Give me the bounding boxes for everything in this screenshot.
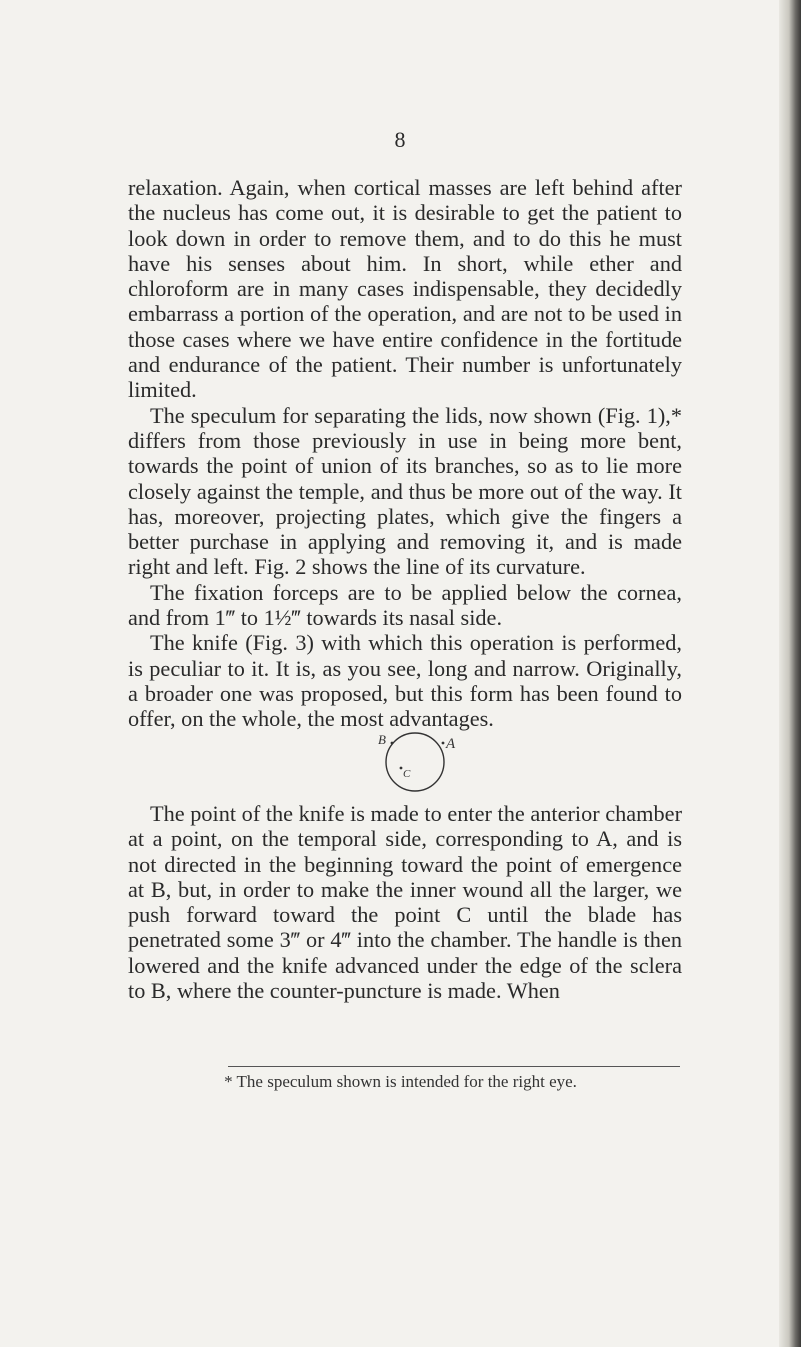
- footnote-divider: [228, 1066, 680, 1067]
- figure-label-c: C: [403, 768, 411, 780]
- body-text: [128, 175, 682, 732]
- paragraph-knife: The knife (Fig. 3) with which this operation is performed, is peculiar to it. It is, as you see, long and narrow. Originally, a broader one was proposed, but this form has been found to offer, on the whole, the most advantages.: [128, 630, 682, 732]
- page-number: 8: [394, 127, 407, 152]
- point-c-dot: [400, 767, 403, 770]
- paragraph-speculum: The speculum for separating the lids, now shown (Fig. 1),* differs from those previously in use in being more bent, towards the point of union of its branches, so as to lie more closely against the temple, and thus be more out of the way. It has, moreover, projecting plates, which give the fingers a better purchase in applying and removing it, and is made right and left. Fig. 2 shows the line of its curvature.: [128, 402, 682, 580]
- paragraph-relaxation: relaxation. Again, when cortical masses are left behind after the nucleus has come out, it is desirable to get the patient to look down in order to remove them, and to do this he must have his senses about him. In short, while ether and chloroform are in many cases indispensable, they decidedly embarrass a portion of the operation, and are not to be used in those cases where we have entire confidence in the fortitude and endurance of the patient. Their number is unfortunately limited.: [128, 175, 682, 403]
- cornea-diagram: [355, 732, 475, 794]
- figure-label-b: B: [378, 732, 386, 747]
- paragraph-knife-point: The point of the knife is made to enter the anterior chamber at a point, on the temporal side, corresponding to A, and is not directed in the beginning toward the point of emergence at B, but, in order to make the inner wound all the larger, we push forward toward the point C until the blade has penetrated some 3‴ or 4‴ into the chamber. The handle is then lowered and the knife advanced under the edge of the sclera to B, where the counter-puncture is made. When: [128, 801, 682, 1004]
- body-text-continued: [128, 801, 682, 1003]
- page-edge-shadow: [779, 0, 801, 1347]
- cornea-circle: [386, 733, 444, 791]
- paragraph-fixation-forceps: The fixation forceps are to be applied below the cornea, and from 1‴ to 1½‴ towards its nasal side.: [128, 579, 682, 631]
- footnote: * The speculum shown is intended for the right eye.: [224, 1072, 577, 1091]
- point-a-dot: [442, 742, 445, 745]
- figure-label-a: A: [446, 736, 456, 752]
- point-b-dot: [391, 742, 394, 745]
